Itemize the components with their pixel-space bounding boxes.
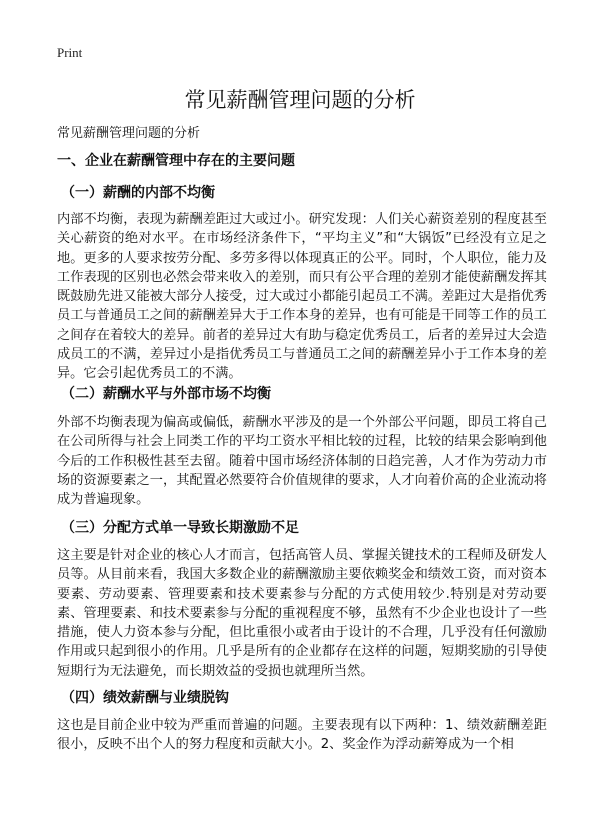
- subsection-heading-3: （三）分配方式单一导致长期激励不足: [61, 520, 299, 536]
- subsection-body-3: 这主要是针对企业的核心人才而言，包括高管人员、掌握关键技术的工程师及研发人员等。从目前来看，我国大多数企业的薪酬激励主要依赖奖金和绩效工资，而对资本要素、劳动要素、管理要素和技术要素参与分配的方式使用较少.特别是对劳动要素、管理要素、和技术要素参与分配的重视程度不够，虽然有不少企业也设计了一些措施，使人力资本参与分配，但比重很小或者由于设计的不合理，几乎没有任何激励作用或只起到很小的作用。几乎是所有的企业都存在这样的问题，短期奖励的引导使短期行为无法避免，而长期效益的受损也就理所当然。: [57, 548, 547, 679]
- subsection-heading-2: （二）薪酬水平与外部市场不均衡: [61, 386, 271, 402]
- subsection-body-1: 内部不均衡，表现为薪酬差距过大或过小。研究发现：人们关心薪资差别的程度甚至关心薪资的绝对水平。在市场经济条件下，“平均主义”和“大锅饭”已经没有立足之地。更多的人要求按劳分配、多劳多得以体现真正的公平。同时，个人职位，能力及工作表现的区别也必然会带来收入的差别，而只有公平合理的差别才能使薪酬发挥其既鼓励先进又能被大部分人接受，过大或过小都能引起员工不满。差距过大是指优秀员工与普通员工之间的薪酬差异大于工作本身的差异，也有可能是干同等工作的员工之间存在着较大的差异。前者的差异过大有助与稳定优秀员工，后者的差异过大会造成员工的不满，差异过小是指优秀员工与普通员工之间的薪酬差异小于工作本身的差异。它会引起优秀员工的不满。: [57, 212, 547, 382]
- subsection-body-2: 外部不均衡表现为偏高或偏低，薪酬水平涉及的是一个外部公平问题，即员工将自己在公司所得与社会上同类工作的平均工资水平相比较的过程，比较的结果会影响到他今后的工作积极性甚至去留。随着中国市场经济体制的日趋完善，人才作为劳动力市场的资源要素之一，其配置必然要符合价值规律的要求，人才向着价高的企业流动将成为普遍现象。: [57, 415, 547, 508]
- subsection-heading-4: （四）绩效薪酬与业绩脱钩: [61, 690, 229, 706]
- print-link[interactable]: Print: [57, 45, 83, 60]
- document-title: 常见薪酬管理问题的分析: [184, 88, 416, 112]
- section-heading: 一、企业在薪酬管理中存在的主要问题: [57, 153, 295, 169]
- subsection-body-4: 这也是目前企业中较为严重而普遍的问题。主要表现有以下两种：1、绩效薪酬差距很小，反映不出个人的努力程度和贡献大小。2、奖金作为浮动薪筹成为一个相: [57, 718, 547, 753]
- subsection-heading-1: （一）薪酬的内部不均衡: [61, 185, 215, 201]
- document-subtitle: 常见薪酬管理问题的分析: [57, 126, 201, 141]
